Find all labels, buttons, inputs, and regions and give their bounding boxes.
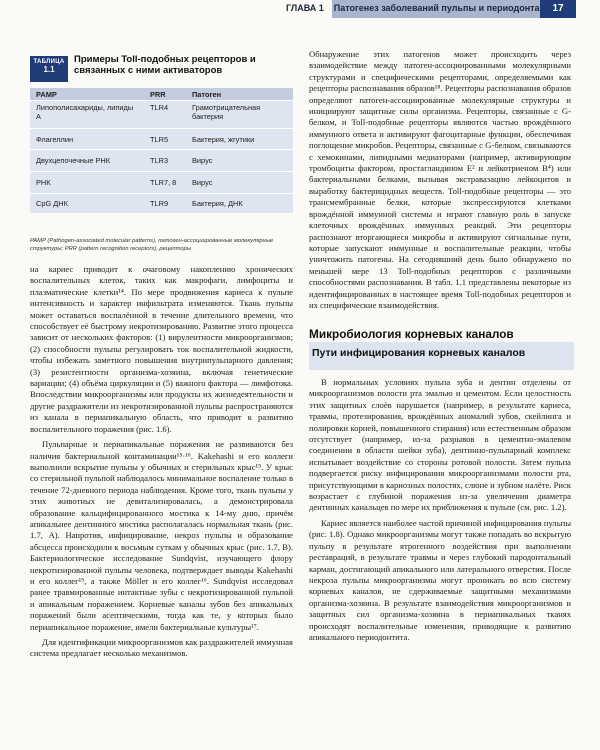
table-row [30,150,293,172]
table-header-row [30,88,293,101]
table-cell: РНК [36,178,51,187]
table-cell: TLR5 [150,134,169,144]
paragraph: Обнаружение этих патогенов может происходить через взаимодействие между патоген-ассоциированными молекулярными структурами и специфическими рецепторами, определяемыми как рецепторы распознавания образов¹⁸. Рецепторы распознавания образов определяют патоген-ассоциированные молекулярные структуры и инициируют защитные силы организма. Рецепторы, связанные с G-белком, и Toll-подобные рецепторы являются частью врождённого иммунного ответа и активируют фагоцитарные функции, обеспечивая поглощение микробов. Рецепторы, связанные с G-белком, связываются с хемокинами, липидными медиаторами (например, активирующим тромбоциты фактором, простагландином E² и лейкотриеном B⁴) или бактериальными белками, вызывая экстравазацию лейкоцитов и выработку бактерицидных веществ. Toll-подобные рецепторы — это трансмембранные белки, которые экспрессируются клетками врождённой иммунной системы и играют главную роль в запуске клеточных врождённых иммунных реакций. Эти рецепторы распознают вторгающиеся микробы и активируют сигнальные пути, которые запускают иммунные и воспалительные реакции, чтобы уничтожить патогены. На сегодняшний день было обнаружено по меньшей мере 13 Toll-подобных рецепторов с различными способностями распознавания. В табл. 1.1 представлены некоторые из идентифицированных в настоящее время Toll-подобных рецепторов и их специфические взаимодействия. [309,49,571,310]
right-column-text-top [309,49,571,311]
table-cell: TLR4 [150,103,169,112]
table-footnote: PAMP (Pathogen-associated molecular patterns), патоген-ассоциированные молекулярные структуры; PRR (pattern recognition receptors), рецепторы [30,238,274,252]
table-cell: Бактерия, жгутики [192,134,255,144]
table-cell: Двухцепочечные РНК [36,156,111,165]
table-cell: Флагеллин [36,134,74,144]
running-header [0,0,600,20]
table-header-pamp: PAMP [36,89,57,99]
table-label-word: ТАБЛИЦА [33,59,65,65]
table-cell: Вирус [192,178,213,187]
table-header-prr: PRR [150,89,166,99]
subsection-heading: Пути инфицирования корневых каналов [312,347,526,359]
left-column-text [30,264,293,660]
table-cell: Липополисахариды, липиды А [36,103,134,121]
paragraph: Пульпарные и периапикальные поражения не развиваются без наличия бактериальной контаминации¹⁵·¹⁶. Kakehashi и его коллеги выполнили вскрытие пульпы у обычных и стерильных крыс¹⁵. У крыс со стерильной пульпой наблюдалось минимальное воспаление только в течение 72-дневного периода наблюдения. Кроме того, ткань пульпы у этих животных не девитализировалась, а демонстрировала образование кальцифицированного мостика к 14-му дню, причём апикальнее дентинного мостика располагалась нормальная ткань (рис. 1.7, А). Напротив, инфицирование, некроз пульпы и образование абсцесса происходили к восьмым суткам у обычных крыс (рис. 1.7, В). Бактериологическое исследование Sundqvist, изучающего флору некротизированной пульпы человека, подтверждает выводы Kakehashi и его коллег¹⁵, а также Möller и его коллег¹⁶. Sundqvist исследовал ранее травмированные интактные зубы с некротизированной пульпой и апикальным поражением. Корневые каналы зубов без апикальных поражений были асептическими, тогда как те, у которых было периапикальное поражение, имели бактериальные культуры¹⁷. [30,439,293,632]
table-header-pathogen: Патоген [192,89,222,99]
paragraph: В нормальных условиях пульпа зуба и дентин отделены от микроорганизмов полости рта эмалью и цементом. Если целостность этих защитных слоёв нарушается (например, в результате кариеса, травмы, протезирования, врождённых аномалий зубов, скейлинга и полировки корней, повышенного стирания) или естественным образом отсутствует (например, из-за разрывов в цементно-эмалевом соединении в области шейки зуба), дентинно-пульпарный комплекс испытывает воздействие со стороны ротовой полости. Затем пульпа подвергается риску инфицирования микроорганизмами полости рта, присутствующими в кариозных полостях, слюне и зубном налёте. Риск возрастает с глубиной поражения из-за увеличения диаметра дентинных канальцев по мере их приближения к пульпе (см. рис. 1.2). [309,377,571,513]
table-label-number: 1.1 [43,65,55,74]
paragraph: Кариес является наиболее частой причиной инфицирования пульпы (рис. 1.8). Однако микроорганизмы могут также попадать во вскрытую пульпу в результате ятрогенного воздействия при выполнении реставраций, в результате травмы и через глубокий пародонтальный карман, достигающий апикального или латерального отверстия. После некроза пульпы микроорганизмы могут проникать во всю систему корневых каналов, не сдерживаемые защитными механизмами организма-хозяина. В результате взаимодействия микроорганизмов и защитных сил организма-хозяина в периапикальных тканях происходят воспалительные изменения, приводящие к развитию апикального периодонтита. [309,517,571,642]
table-cell: TLR7, 8 [150,178,177,187]
chapter-header [286,3,556,13]
table-cell: TLR3 [150,156,169,165]
table-row [30,101,293,129]
table-cell: Вирус [192,156,213,165]
table-cell: CpG ДНК [36,199,68,208]
table-row [30,194,293,214]
table-row [30,172,293,194]
table-grid [30,88,293,214]
paragraph: на кариес приводит к очаговому накоплению хронических воспалительных клеток, таких как макрофаги, лимфоциты и плазматические клетки¹⁴. По мере продвижения кариеса к пульпе интенсивность и характер инфильтрата изменяются. Ткань пульпы может оставаться воспалённой в течение длительного времени, что способствует её быстрому некротизированию. Развитие этого процесса зависит от нескольких факторов: (1) вирулентности микроорганизмов; (2) способности пульпы регулировать ток воспалительной жидкости, чтобы избежать заметного повышения внутрипульпарного давления; (3) резистентности организма-хозяина, включая генетические вариации; (4) объёма циркуляции и (5) важного фактора — лимфотока. Впоследствии микроорганизмы или продукты их жизнедеятельности и другие раздражители из некротизированной пульпы распространяются из канала в периапикальную область, что приводит к развитию воспалительного поражения (рис. 1.6). [30,264,293,434]
paragraph: Для идентификации микроорганизмов как раздражителей иммунная система предлагает несколько механизмов. [30,637,293,659]
chapter-title: Патогенез заболеваний пульпы и периодонта [333,3,540,13]
table-title: Примеры Toll-подобных рецепторов и связанных с ними активаторов [74,54,256,76]
table-cell: TLR9 [150,199,169,208]
table-cell: Бактерия, ДНК [192,199,243,208]
table-row [30,129,293,150]
right-column-text-bottom [309,377,571,643]
table-label [30,56,68,82]
page-number: 17 [540,0,576,18]
section-heading: Микробиология корневых каналов [309,327,514,341]
chapter-label: ГЛАВА 1 [286,3,324,13]
table-cell: Грамотрицательная бактерия [192,103,261,121]
